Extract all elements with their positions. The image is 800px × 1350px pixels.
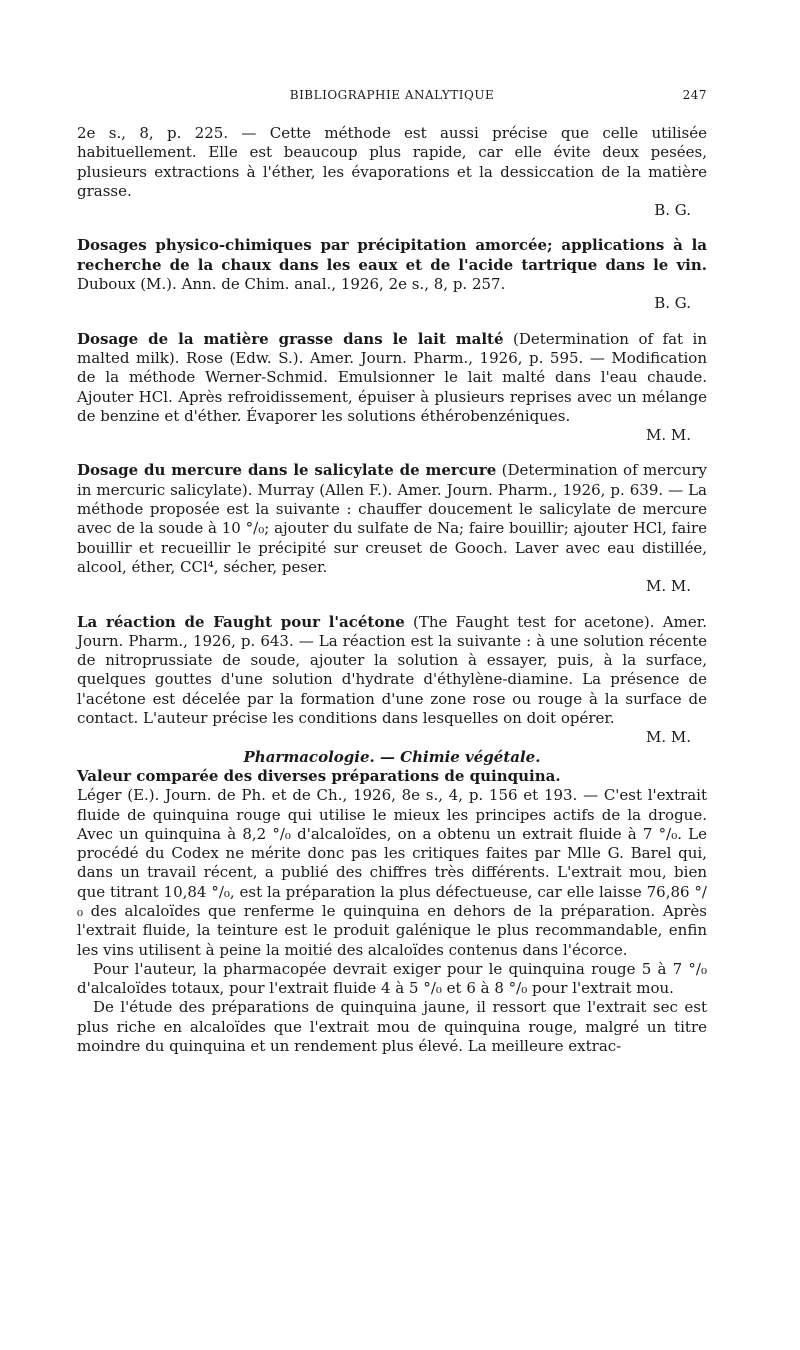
entry-text: (The Faught test for acetone). Amer. Journ. Pharm., 1926, p. 643. — La réaction est la suivante : à une solution récente de nitroprussiate de soude, ajouter la solution à essayer, puis, à la surface, quelques gouttes d'une solution d'hydrate d'éthylène-diamine. La présence de l'acétone est décelée par la formation d'une zone rose ou rouge à la surface de contact. L'auteur précise les conditions dans lesquelles on doit opérer. bbox=[77, 612, 707, 728]
entry bbox=[77, 124, 707, 220]
running-title: BIBLIOGRAPHIE ANALYTIQUE bbox=[289, 88, 495, 102]
article-paragraph: Pour l'auteur, la pharmacopée devrait exiger pour le quinquina rouge 5 à 7 °/₀ d'alcaloïdes totaux, pour l'extrait fluide 4 à 5 °/₀ et 6 à 8 °/₀ pour l'extrait mou. bbox=[77, 959, 707, 998]
running-header bbox=[77, 88, 707, 108]
entry bbox=[77, 330, 707, 446]
article-paragraph: Léger (E.). Journ. de Ph. et de Ch., 1926, 8e s., 4, p. 156 et 193. — C'est l'extrait fluide de quinquina rouge qui utilise le mieux les principes actifs de la drogue. Avec un quinquina à 8,2 °/₀ d'alcaloïdes, on a obtenu un extrait fluide à 7 °/₀. Le procédé du Codex ne mérite donc pas les critiques faites par Mlle G. Barel qui, dans un travail récent, a publié des chiffres très différents. L'extrait mou, bien que titrant 10,84 °/₀, est la préparation la plus défectueuse, car elle laisse 76,86 °/₀ des alcaloïdes que renferme le quinquina en dehors de la préparation. Après l'extrait fluide, la teinture est le produit galénique le plus recommandable, enfin les vins utilisent à peine la moitié des alcaloïdes contenus dans l'écorce. bbox=[77, 786, 707, 959]
entry-text: Duboux (M.). Ann. de Chim. anal., 1926, 2e s., 8, p. 257. bbox=[77, 275, 506, 294]
body-text bbox=[77, 124, 707, 1056]
entry-text: 2e s., 8, p. 225. — Cette méthode est aussi précise que celle utilisée habituellement. Elle est beaucoup plus rapide, car elle évite deux pesées, plusieurs extractions à l'éther, les évaporations et la dessiccation de la matière grasse. bbox=[77, 124, 707, 200]
page-number: 247 bbox=[682, 88, 707, 102]
entry-signature: M. M. bbox=[645, 577, 691, 596]
entry-body bbox=[77, 236, 707, 294]
entry bbox=[77, 236, 707, 313]
entry-title: Dosages physico-chimiques par précipitation amorcée; applications à la recherche de la chaux dans les eaux et de l'acide tartrique dans le vin. bbox=[77, 236, 707, 274]
entry-body bbox=[77, 613, 707, 729]
entry-text: (Determination of fat in malted milk). Rose (Edw. S.). Amer. Journ. Pharm., 1926, p. 595. — Modification de la méthode Werner-Schmid. Emulsionner le lait malté dans l'eau chaude. Ajouter HCl. Après refroidissement, épuiser à plusieurs reprises avec un mélange de benzine et d'éther. Évaporer les solutions éthérobenzéniques. bbox=[77, 329, 707, 425]
entry-text: (Determination of mercury in mercuric salicylate). Murray (Allen F.). Amer. Journ. Pharm., 1926, p. 639. — La méthode proposée est la suivante : chauffer doucement le salicylate de mercure avec de la soude à 10 °/₀; ajouter du sulfate de Na; faire bouillir; ajouter HCl, faire bouillir et recueillir le précipité sur creuset de Gooch. Laver avec eau distillée, alcool, éther, CCl⁴, sécher, peser. bbox=[77, 461, 707, 576]
entry-signature: B. G. bbox=[654, 201, 691, 220]
entry-title: Dosage de la matière grasse dans le lait malté bbox=[77, 329, 504, 348]
article-paragraph: De l'étude des préparations de quinquina jaune, il ressort que l'extrait sec est plus riche en alcaloïdes que l'extrait mou de quinquina rouge, malgré un titre moindre du quinquina et un rendement plus élevé. La meilleure extrac- bbox=[77, 998, 707, 1056]
entry-signature: M. M. bbox=[645, 426, 691, 445]
entry-body bbox=[77, 461, 707, 577]
entry-title: Dosage du mercure dans le salicylate de mercure bbox=[77, 461, 497, 480]
entry-signature: M. M. bbox=[645, 728, 691, 747]
article-title: Valeur comparée des diverses préparations de quinquina. bbox=[77, 766, 561, 785]
entry-title: La réaction de Faught pour l'acétone bbox=[77, 612, 405, 631]
section-heading: Pharmacologie. — Chimie végétale. bbox=[243, 747, 541, 766]
entry-signature: B. G. bbox=[654, 294, 691, 313]
entry bbox=[77, 461, 707, 596]
entry bbox=[77, 613, 707, 748]
entry-body bbox=[77, 330, 707, 426]
article bbox=[77, 767, 707, 1056]
